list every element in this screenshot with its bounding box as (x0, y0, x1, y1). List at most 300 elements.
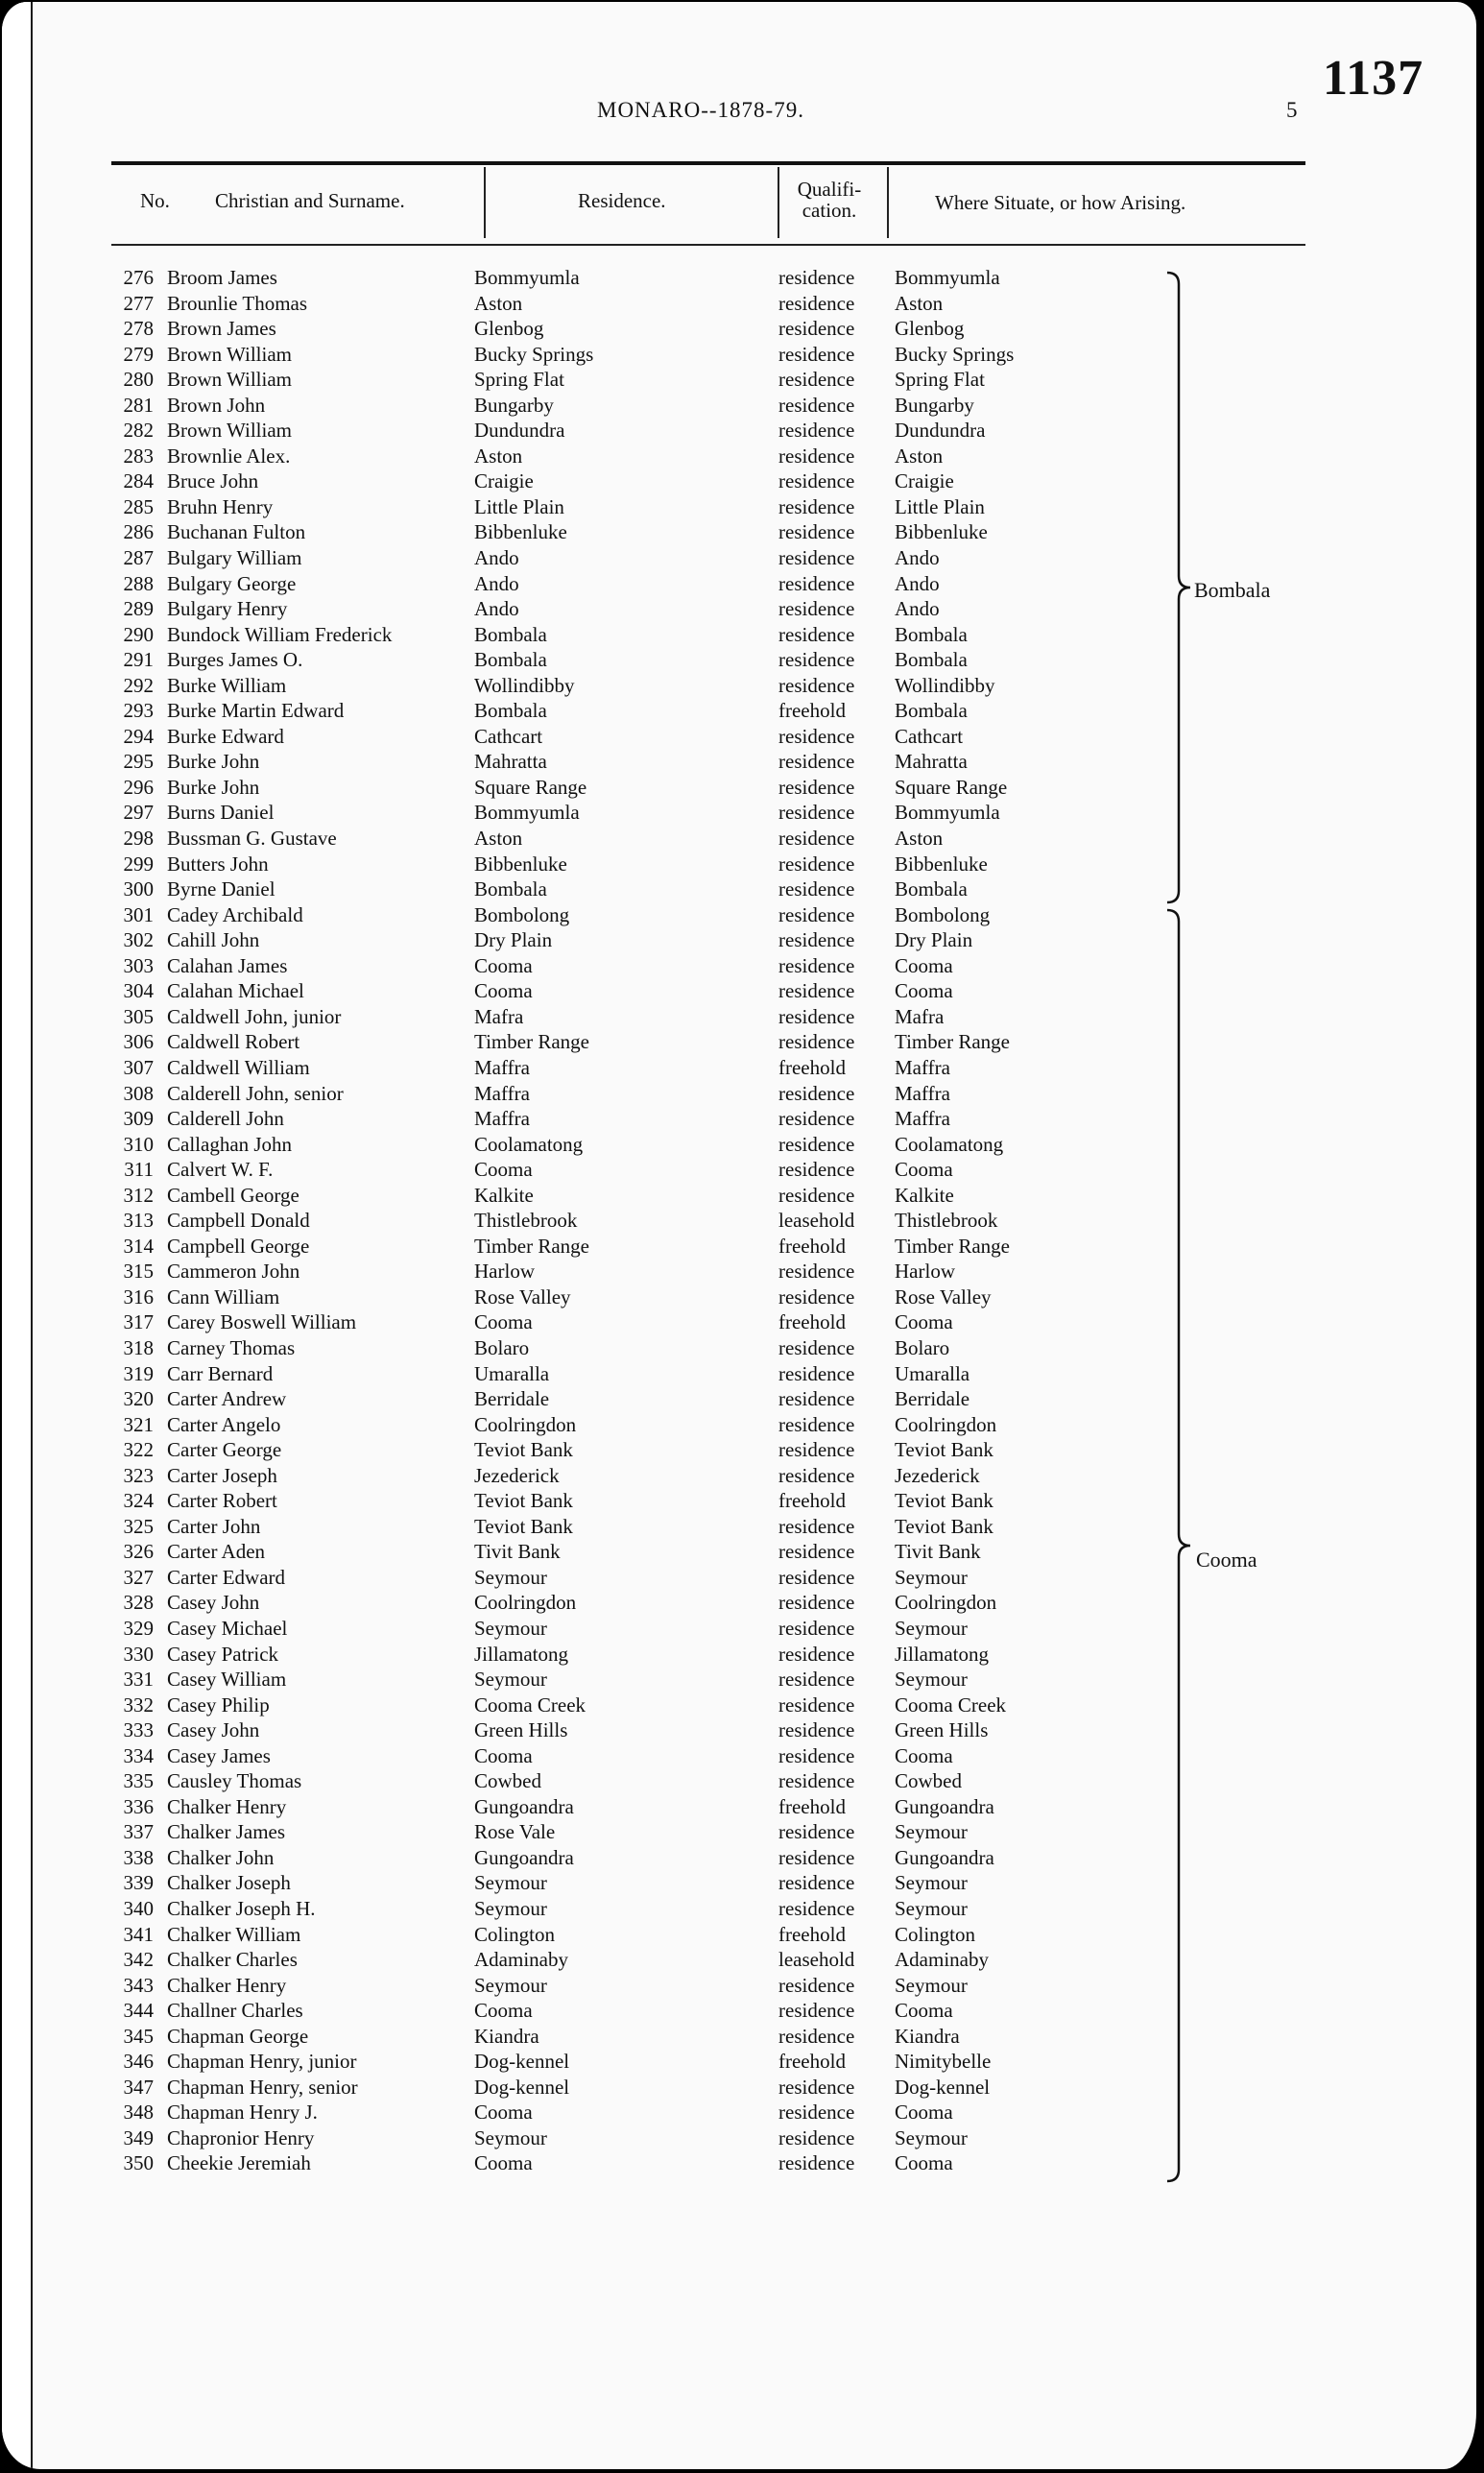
entry-qualification: residence (778, 1081, 855, 1105)
entry-name: Chalker Charles (167, 1948, 298, 1972)
entry-residence: Colington (474, 1922, 556, 1946)
entry-qualification: residence (778, 1387, 855, 1411)
entry-qualification: residence (778, 291, 855, 315)
table-row (2, 749, 1476, 775)
table-row (2, 418, 1476, 444)
entry-where-situate: Seymour (895, 2125, 968, 2149)
entry-residence: Cooma (474, 979, 533, 1003)
table-row (2, 1616, 1476, 1642)
entry-where-situate: Wollindibby (895, 673, 995, 697)
entry-name: Bruhn Henry (167, 494, 274, 518)
entry-qualification: residence (778, 419, 855, 443)
table-row (2, 519, 1476, 545)
entry-where-situate: Berridale (895, 1387, 970, 1411)
register-page (2, 2, 1476, 2469)
entry-qualification: residence (778, 877, 855, 901)
entry-name: Byrne Daniel (167, 877, 275, 901)
table-row (2, 265, 1476, 291)
entry-residence: Bungarby (474, 393, 554, 417)
table-row (2, 1717, 1476, 1743)
entry-where-situate: Cooma (895, 2151, 953, 2175)
table-row (2, 1947, 1476, 1973)
entry-where-situate: Nimitybelle (895, 2050, 992, 2074)
entry-residence: Little Plain (474, 494, 564, 518)
entry-name: Carter Andrew (167, 1387, 287, 1411)
entry-number: 300 (123, 877, 154, 901)
entry-number: 314 (123, 1234, 154, 1258)
table-row (2, 953, 1476, 979)
entry-number: 279 (123, 342, 154, 366)
table-row (2, 826, 1476, 852)
entry-name: Casey John (167, 1718, 260, 1742)
entry-residence: Craigie (474, 469, 534, 493)
entry-name: Burke Edward (167, 724, 284, 748)
entry-number: 284 (123, 469, 154, 493)
entry-number: 286 (123, 520, 154, 544)
entry-where-situate: Gungoandra (895, 1845, 994, 1869)
table-row (2, 1667, 1476, 1693)
table-row (2, 1234, 1476, 1260)
table-row (2, 393, 1476, 419)
table-row (2, 2075, 1476, 2101)
entry-name: Carter Angelo (167, 1412, 281, 1436)
entry-residence: Jezederick (474, 1463, 560, 1487)
entry-number: 309 (123, 1107, 154, 1131)
entry-residence: Harlow (474, 1260, 535, 1284)
table-row (2, 444, 1476, 469)
entry-name: Calahan James (167, 953, 288, 977)
entry-qualification: residence (778, 648, 855, 672)
table-row (2, 724, 1476, 750)
entry-where-situate: Cooma (895, 1310, 953, 1334)
entry-qualification: residence (778, 494, 855, 518)
entry-number: 295 (123, 750, 154, 774)
entry-qualification: residence (778, 469, 855, 493)
entry-qualification: residence (778, 979, 855, 1003)
entry-name: Brownlie Alex. (167, 444, 291, 468)
table-row (2, 1514, 1476, 1540)
entry-residence: Seymour (474, 1668, 547, 1692)
entry-qualification: residence (778, 852, 855, 876)
entry-number: 324 (123, 1489, 154, 1513)
entry-number: 285 (123, 494, 154, 518)
entry-qualification: residence (778, 444, 855, 468)
entry-where-situate: Craigie (895, 469, 954, 493)
entry-residence: Mahratta (474, 750, 547, 774)
entry-name: Chapman Henry, senior (167, 2075, 358, 2099)
entry-number: 310 (123, 1132, 154, 1156)
entry-name: Campbell Donald (167, 1209, 310, 1233)
entry-residence: Wollindibby (474, 673, 575, 697)
entry-number: 291 (123, 648, 154, 672)
entry-number: 341 (123, 1922, 154, 1946)
entry-qualification: residence (778, 673, 855, 697)
table-row (2, 2049, 1476, 2075)
entry-number: 340 (123, 1897, 154, 1920)
entry-number: 343 (123, 1973, 154, 1997)
entry-qualification: residence (778, 928, 855, 952)
entry-residence: Aston (474, 291, 523, 315)
entry-where-situate: Dog-kennel (895, 2075, 991, 2099)
entry-qualification: residence (778, 1718, 855, 1742)
entry-where-situate: Seymour (895, 1820, 968, 1844)
entry-qualification: residence (778, 775, 855, 799)
entry-number: 339 (123, 1871, 154, 1895)
column-header-residence: Residence. (578, 189, 666, 212)
table-row (2, 1437, 1476, 1463)
table-row (2, 1106, 1476, 1132)
entry-name: Cadey Archibald (167, 902, 303, 926)
entry-where-situate: Cooma (895, 979, 953, 1003)
entry-where-situate: Cathcart (895, 724, 964, 748)
entry-number: 306 (123, 1030, 154, 1054)
entry-residence: Aston (474, 444, 523, 468)
table-row (2, 545, 1476, 571)
entry-number: 327 (123, 1565, 154, 1589)
entry-residence: Seymour (474, 2125, 547, 2149)
table-row (2, 1309, 1476, 1335)
entry-number: 344 (123, 1999, 154, 2023)
entry-qualification: residence (778, 1897, 855, 1920)
entry-name: Bulgary William (167, 546, 302, 570)
table-row (2, 1412, 1476, 1438)
entry-where-situate: Cowbed (895, 1769, 962, 1793)
table-row (2, 1743, 1476, 1769)
entry-name: Chalker John (167, 1845, 275, 1869)
entry-residence: Spring Flat (474, 368, 564, 392)
entry-residence: Adaminaby (474, 1948, 568, 1972)
entry-name: Calahan Michael (167, 979, 304, 1003)
table-row (2, 1132, 1476, 1158)
table-row (2, 1259, 1476, 1285)
table-row (2, 316, 1476, 342)
entry-qualification: residence (778, 1820, 855, 1844)
table-row (2, 468, 1476, 494)
entry-number: 307 (123, 1055, 154, 1079)
entry-number: 302 (123, 928, 154, 952)
entry-number: 320 (123, 1387, 154, 1411)
table-row (2, 2150, 1476, 2176)
entry-qualification: freehold (778, 1310, 846, 1334)
column-header-no: No. (140, 189, 170, 212)
entry-name: Casey Philip (167, 1693, 270, 1717)
entry-where-situate: Colington (895, 1922, 976, 1946)
entry-number: 333 (123, 1718, 154, 1742)
entry-name: Chalker Joseph H. (167, 1897, 316, 1920)
entry-number: 322 (123, 1438, 154, 1462)
entry-where-situate: Aston (895, 827, 944, 851)
entry-qualification: residence (778, 1335, 855, 1359)
entry-residence: Bombolong (474, 902, 570, 926)
table-row (2, 291, 1476, 317)
entry-name: Carter Joseph (167, 1463, 277, 1487)
entry-qualification: residence (778, 1845, 855, 1869)
entry-name: Casey Michael (167, 1616, 288, 1640)
page-number: 1137 (1323, 51, 1424, 106)
table-row (2, 800, 1476, 826)
table-row (2, 852, 1476, 877)
entry-where-situate: Jillamatong (895, 1642, 989, 1666)
entry-residence: Jillamatong (474, 1642, 568, 1666)
entry-where-situate: Bombala (895, 622, 968, 646)
entry-qualification: residence (778, 801, 855, 825)
table-row (2, 978, 1476, 1004)
entry-number: 323 (123, 1463, 154, 1487)
entry-where-situate: Timber Range (895, 1030, 1010, 1054)
entry-where-situate: Teviot Bank (895, 1514, 993, 1538)
table-row (2, 1998, 1476, 2024)
district-label-bombala: Bombala (1194, 578, 1271, 602)
entry-residence: Timber Range (474, 1030, 589, 1054)
entry-number: 347 (123, 2075, 154, 2099)
entry-name: Caldwell William (167, 1055, 310, 1079)
entry-where-situate: Cooma (895, 1999, 953, 2023)
entry-name: Chapronior Henry (167, 2125, 315, 2149)
entry-number: 287 (123, 546, 154, 570)
table-row (2, 622, 1476, 648)
entry-residence: Maffra (474, 1055, 530, 1079)
entry-number: 305 (123, 1004, 154, 1028)
entry-name: Challner Charles (167, 1999, 303, 2023)
entry-number: 335 (123, 1769, 154, 1793)
entry-where-situate: Dundundra (895, 419, 986, 443)
entry-number: 350 (123, 2151, 154, 2175)
entry-name: Chalker William (167, 1922, 301, 1946)
entry-name: Burke William (167, 673, 287, 697)
entry-where-situate: Umaralla (895, 1361, 970, 1385)
entry-residence: Ando (474, 571, 519, 595)
entry-qualification: leasehold (778, 1948, 855, 1972)
entry-where-situate: Bommyumla (895, 801, 1000, 825)
entry-where-situate: Bombala (895, 699, 968, 723)
table-row (2, 1488, 1476, 1514)
table-row (2, 1463, 1476, 1489)
entry-residence: Rose Valley (474, 1285, 571, 1309)
entry-name: Carey Boswell William (167, 1310, 357, 1334)
table-row (2, 1386, 1476, 1412)
entry-qualification: freehold (778, 2050, 846, 2074)
entry-number: 303 (123, 953, 154, 977)
column-divider (887, 167, 889, 238)
entry-where-situate: Seymour (895, 1565, 968, 1589)
entry-number: 281 (123, 393, 154, 417)
entry-qualification: residence (778, 827, 855, 851)
entry-residence: Mafra (474, 1004, 524, 1028)
entry-qualification: residence (778, 1999, 855, 2023)
entry-number: 348 (123, 2101, 154, 2125)
table-row (2, 876, 1476, 902)
entry-where-situate: Bombala (895, 648, 968, 672)
entry-residence: Ando (474, 546, 519, 570)
entry-qualification: residence (778, 1004, 855, 1028)
entry-name: Casey William (167, 1668, 287, 1692)
entry-name: Chalker Joseph (167, 1871, 291, 1895)
entry-name: Calderell John (167, 1107, 284, 1131)
table-row (2, 902, 1476, 928)
entry-residence: Glenbog (474, 317, 544, 341)
entry-number: 315 (123, 1260, 154, 1284)
column-header-qualification (781, 179, 877, 221)
entry-where-situate: Timber Range (895, 1234, 1010, 1258)
entry-where-situate: Teviot Bank (895, 1438, 993, 1462)
entry-where-situate: Mafra (895, 1004, 945, 1028)
entry-qualification: residence (778, 1412, 855, 1436)
entry-name: Cahill John (167, 928, 260, 952)
column-divider (778, 167, 779, 238)
entry-where-situate: Kalkite (895, 1183, 954, 1207)
entry-qualification: residence (778, 2101, 855, 2125)
table-row (2, 1845, 1476, 1871)
entry-residence: Berridale (474, 1387, 550, 1411)
entry-where-situate: Cooma (895, 1158, 953, 1182)
entry-number: 332 (123, 1693, 154, 1717)
entry-number: 297 (123, 801, 154, 825)
entry-qualification: residence (778, 1183, 855, 1207)
table-row (2, 1055, 1476, 1081)
entry-name: Brown William (167, 368, 293, 392)
entry-where-situate: Maffra (895, 1081, 950, 1105)
entry-name: Calvert W. F. (167, 1158, 274, 1182)
entry-where-situate: Ando (895, 571, 940, 595)
entry-where-situate: Cooma (895, 1743, 953, 1767)
entry-residence: Timber Range (474, 1234, 589, 1258)
entry-where-situate: Bommyumla (895, 266, 1000, 289)
entry-qualification: leasehold (778, 1209, 855, 1233)
entry-qualification: residence (778, 393, 855, 417)
register-rows (2, 265, 1476, 2176)
entry-qualification: residence (778, 2125, 855, 2149)
entry-name: Causley Thomas (167, 1769, 302, 1793)
entry-qualification: residence (778, 1030, 855, 1054)
entry-residence: Kalkite (474, 1183, 534, 1207)
entry-number: 277 (123, 291, 154, 315)
entry-name: Campbell George (167, 1234, 310, 1258)
entry-name: Cheekie Jeremiah (167, 2151, 311, 2175)
entry-name: Brown William (167, 419, 293, 443)
entry-number: 337 (123, 1820, 154, 1844)
entry-where-situate: Spring Flat (895, 368, 985, 392)
table-row (2, 2024, 1476, 2050)
table-row (2, 775, 1476, 801)
entry-number: 296 (123, 775, 154, 799)
entry-residence: Cowbed (474, 1769, 541, 1793)
entry-where-situate: Glenbog (895, 317, 965, 341)
entry-number: 328 (123, 1591, 154, 1615)
entry-number: 293 (123, 699, 154, 723)
entry-where-situate: Bibbenluke (895, 852, 988, 876)
entry-qualification: freehold (778, 1234, 846, 1258)
entry-qualification: residence (778, 597, 855, 621)
entry-where-situate: Coolringdon (895, 1591, 997, 1615)
entry-qualification: freehold (778, 1489, 846, 1513)
table-row (2, 1590, 1476, 1616)
entry-residence: Seymour (474, 1871, 547, 1895)
entry-qualification: residence (778, 1591, 855, 1615)
entry-residence: Coolringdon (474, 1412, 577, 1436)
entry-name: Cambell George (167, 1183, 299, 1207)
table-row (2, 1081, 1476, 1107)
entry-name: Carter Edward (167, 1565, 286, 1589)
entry-number: 346 (123, 2050, 154, 2074)
entry-residence: Dundundra (474, 419, 565, 443)
header-top-rule (111, 161, 1305, 165)
entry-where-situate: Seymour (895, 1973, 968, 1997)
entry-name: Cammeron John (167, 1260, 300, 1284)
page-mark: 5 (1286, 98, 1298, 122)
table-row (2, 2125, 1476, 2151)
column-header-qualification-line2: cation. (802, 199, 857, 222)
entry-qualification: residence (778, 750, 855, 774)
entry-qualification: residence (778, 1107, 855, 1131)
entry-residence: Bolaro (474, 1335, 530, 1359)
entry-qualification: residence (778, 546, 855, 570)
entry-where-situate: Rose Valley (895, 1285, 992, 1309)
entry-number: 345 (123, 2024, 154, 2048)
entry-where-situate: Cooma (895, 953, 953, 977)
entry-name: Carter George (167, 1438, 282, 1462)
table-row (2, 1183, 1476, 1209)
entry-qualification: residence (778, 953, 855, 977)
entry-residence: Bucky Springs (474, 342, 594, 366)
entry-name: Burns Daniel (167, 801, 275, 825)
entry-where-situate: Little Plain (895, 494, 985, 518)
entry-number: 338 (123, 1845, 154, 1869)
table-row (2, 1004, 1476, 1030)
entry-where-situate: Seymour (895, 1871, 968, 1895)
entry-residence: Teviot Bank (474, 1514, 573, 1538)
table-row (2, 1870, 1476, 1896)
entry-name: Buchanan Fulton (167, 520, 306, 544)
entry-residence: Rose Vale (474, 1820, 556, 1844)
table-row (2, 1693, 1476, 1718)
page-title: MONARO--1878-79. (597, 98, 804, 122)
entry-qualification: residence (778, 1158, 855, 1182)
entry-name: Bussman G. Gustave (167, 827, 337, 851)
entry-name: Carter Robert (167, 1489, 277, 1513)
entry-where-situate: Bibbenluke (895, 520, 988, 544)
entry-qualification: residence (778, 902, 855, 926)
entry-residence: Bombala (474, 622, 547, 646)
table-row (2, 1285, 1476, 1310)
entry-qualification: residence (778, 342, 855, 366)
entry-where-situate: Green Hills (895, 1718, 989, 1742)
entry-where-situate: Maffra (895, 1055, 950, 1079)
table-row (2, 367, 1476, 393)
entry-where-situate: Dry Plain (895, 928, 973, 952)
entry-name: Chalker James (167, 1820, 286, 1844)
entry-residence: Seymour (474, 1565, 547, 1589)
entry-name: Calderell John, senior (167, 1081, 344, 1105)
entry-name: Chalker Henry (167, 1973, 287, 1997)
entry-residence: Cooma (474, 2151, 533, 2175)
entry-name: Burges James O. (167, 648, 303, 672)
entry-where-situate: Maffra (895, 1107, 950, 1131)
entry-qualification: residence (778, 1871, 855, 1895)
entry-qualification: residence (778, 1361, 855, 1385)
entry-qualification: freehold (778, 1922, 846, 1946)
entry-residence: Teviot Bank (474, 1438, 573, 1462)
entry-number: 312 (123, 1183, 154, 1207)
entry-residence: Dog-kennel (474, 2075, 570, 2099)
entry-where-situate: Bucky Springs (895, 342, 1015, 366)
entry-number: 311 (124, 1158, 154, 1182)
entry-name: Carr Bernard (167, 1361, 274, 1385)
entry-number: 278 (123, 317, 154, 341)
entry-qualification: residence (778, 368, 855, 392)
entry-qualification: residence (778, 1132, 855, 1156)
entry-name: Bulgary Henry (167, 597, 288, 621)
entry-residence: Cooma (474, 953, 533, 977)
